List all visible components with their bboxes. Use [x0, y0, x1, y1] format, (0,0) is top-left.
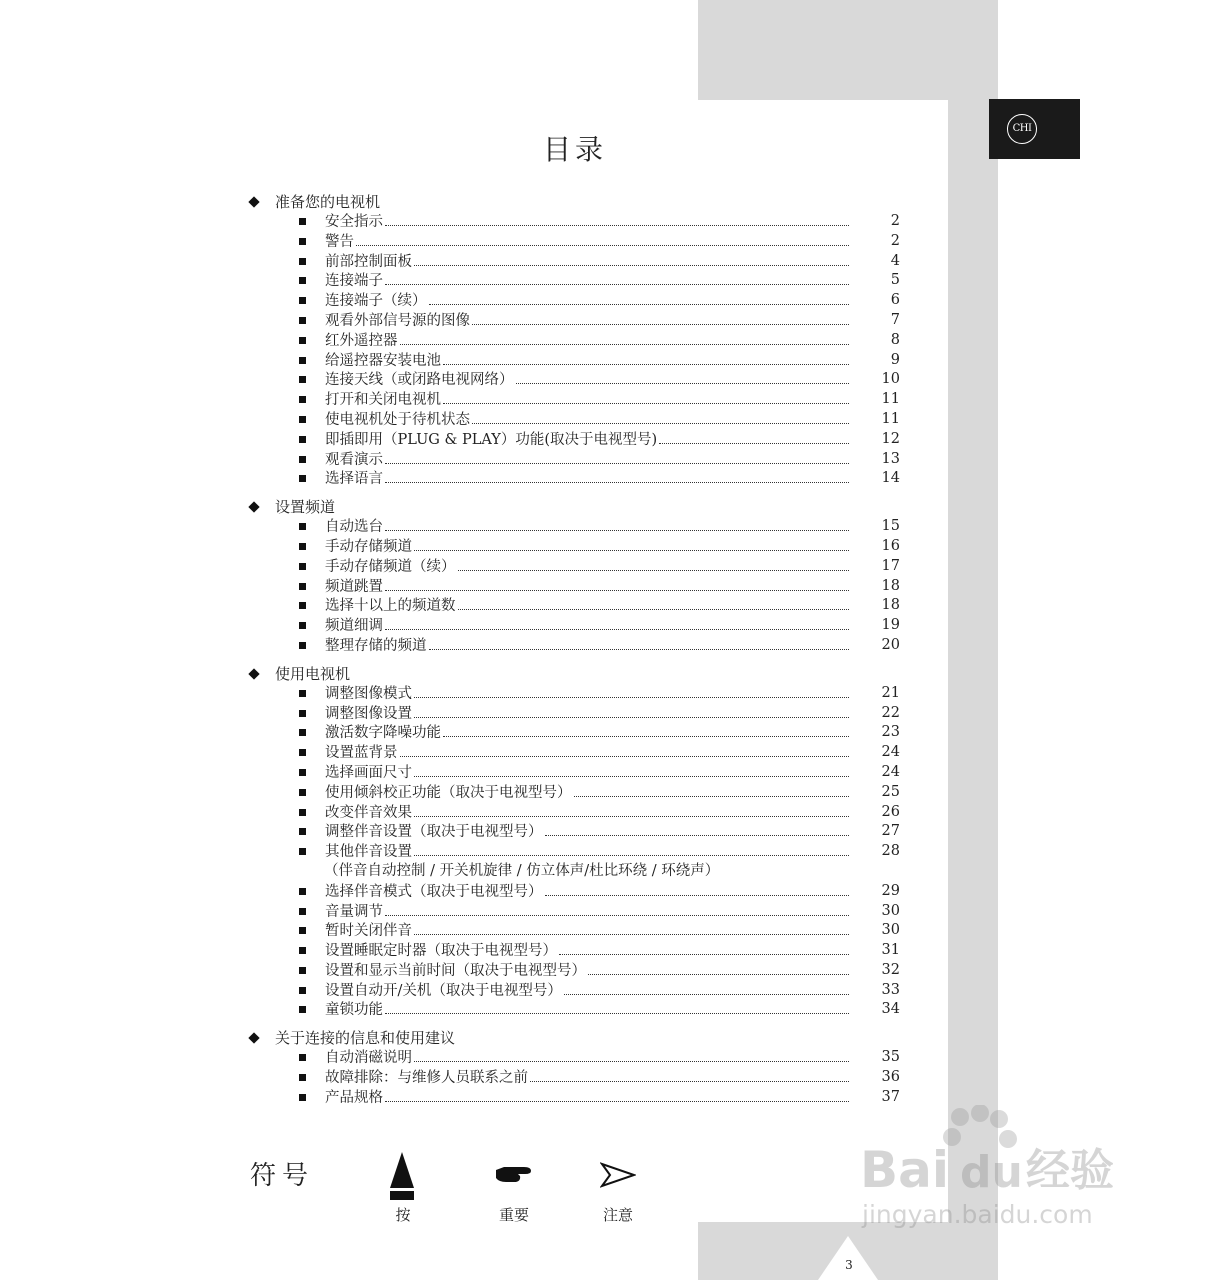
dot-leader — [429, 636, 850, 650]
toc-page-number: 13 — [881, 450, 900, 467]
toc-entry-note: （伴音自动控制 / 开关机旋律 / 仿立体声/杜比环绕 / 环绕声） — [324, 862, 720, 879]
important-symbol-label: 重要 — [498, 1206, 529, 1224]
dot-leader — [414, 842, 849, 856]
dot-leader — [385, 469, 849, 483]
dot-leader — [414, 537, 849, 551]
toc-entry — [248, 1000, 908, 1020]
toc-entry-text: 自动选台 — [325, 519, 383, 536]
toc-entry — [248, 803, 908, 823]
toc-page-number: 21 — [881, 684, 900, 701]
dot-leader — [564, 981, 849, 995]
toc-page-number: 29 — [881, 882, 900, 899]
watermark-brand-2: du — [960, 1147, 1023, 1198]
toc-entry — [248, 1048, 908, 1068]
page-number: 3 — [845, 1258, 853, 1272]
dot-leader — [414, 921, 849, 935]
dot-leader — [472, 410, 849, 424]
dot-leader — [414, 252, 849, 266]
toc-page-number: 35 — [881, 1049, 900, 1066]
toc-page-number: 17 — [881, 557, 900, 574]
page-title: 目录 — [542, 133, 607, 166]
dot-leader — [458, 596, 850, 610]
toc-page-number: 24 — [881, 744, 900, 761]
toc-entry — [248, 704, 908, 724]
dot-leader — [400, 743, 850, 757]
toc-page-number: 7 — [890, 311, 900, 328]
dot-leader — [400, 331, 850, 345]
square-bullet-icon — [299, 789, 306, 796]
toc-entry — [248, 636, 908, 656]
dot-leader — [516, 370, 850, 384]
toc-entry-text: 连接天线（或闭路电视网络） — [325, 372, 514, 389]
dot-leader — [530, 1068, 849, 1082]
toc-entry-text: 连接端子 — [325, 273, 383, 290]
square-bullet-icon — [299, 475, 306, 482]
square-bullet-icon — [299, 317, 306, 324]
toc-entry-text: 选择伴音模式（取决于电视型号） — [325, 883, 543, 900]
square-bullet-icon — [299, 729, 306, 736]
square-bullet-icon — [299, 1006, 306, 1013]
diamond-bullet-icon — [248, 668, 259, 679]
symbols-label: 符号 — [250, 1161, 315, 1191]
dot-leader — [659, 430, 849, 444]
toc-entry-text: 频道细调 — [325, 618, 383, 635]
toc-page-number: 2 — [890, 232, 900, 249]
toc-page-number: 6 — [890, 292, 900, 309]
toc-entry — [248, 430, 908, 450]
toc-page-number: 28 — [881, 843, 900, 860]
toc-entry — [248, 271, 908, 291]
toc-page-number: 27 — [881, 823, 900, 840]
dot-leader — [414, 684, 849, 698]
toc-entry-text: 设置自动开/关机（取决于电视型号） — [325, 982, 562, 999]
square-bullet-icon — [299, 927, 306, 934]
square-bullet-icon — [299, 809, 306, 816]
square-bullet-icon — [299, 297, 306, 304]
diamond-bullet-icon — [248, 1033, 259, 1044]
toc-page-number: 20 — [881, 636, 900, 653]
toc-entry-text: 选择画面尺寸 — [325, 764, 412, 781]
square-bullet-icon — [299, 376, 306, 383]
toc-entry — [248, 596, 908, 616]
square-bullet-icon — [299, 828, 306, 835]
section-title-text: 设置频道 — [275, 498, 336, 517]
gray-band-side — [948, 0, 998, 1280]
square-bullet-icon — [299, 238, 306, 245]
toc-entry — [248, 783, 908, 803]
toc-entry-text: 音量调节 — [325, 903, 383, 920]
toc-section — [248, 497, 908, 656]
dot-leader — [385, 450, 849, 464]
square-bullet-icon — [299, 642, 306, 649]
toc-entry — [248, 370, 908, 390]
toc-page-number: 37 — [881, 1088, 900, 1105]
toc-entry-text: 设置蓝背景 — [325, 745, 398, 762]
toc-page-number: 33 — [881, 981, 900, 998]
language-tab — [989, 99, 1080, 159]
toc-page-number: 4 — [890, 252, 900, 269]
dot-leader — [385, 1000, 849, 1014]
toc-entry — [248, 351, 908, 371]
toc-entry — [248, 212, 908, 232]
diamond-bullet-icon — [248, 196, 259, 207]
dot-leader — [574, 783, 850, 797]
dot-leader — [443, 723, 849, 737]
square-bullet-icon — [299, 947, 306, 954]
toc-page-number: 19 — [881, 617, 900, 634]
toc-entry — [248, 1088, 908, 1108]
square-bullet-icon — [299, 690, 306, 697]
toc-entry — [248, 1068, 908, 1088]
toc-entry — [248, 842, 908, 862]
toc-entry — [248, 517, 908, 537]
toc-section — [248, 1028, 908, 1107]
section-title-text: 准备您的电视机 — [275, 193, 381, 211]
press-symbol-label: 按 — [395, 1206, 411, 1224]
toc-entry — [248, 822, 908, 842]
toc-page-number: 8 — [890, 331, 900, 348]
toc-entry-text: 连接端子（续） — [325, 293, 427, 310]
toc-entry-text: 警告 — [325, 233, 354, 250]
square-bullet-icon — [299, 908, 306, 915]
toc-entry — [248, 232, 908, 252]
arrow-note-icon — [600, 1162, 636, 1188]
square-bullet-icon — [299, 436, 306, 443]
dot-leader — [414, 704, 849, 718]
toc-page-number: 25 — [881, 783, 900, 800]
square-bullet-icon — [299, 337, 306, 344]
toc-entry-text: 频道跳置 — [325, 578, 383, 595]
square-bullet-icon — [299, 848, 306, 855]
toc-page-number: 14 — [881, 470, 900, 487]
toc-entry-text: 安全指示 — [325, 214, 383, 230]
dot-leader — [414, 1048, 849, 1062]
note-symbol-label: 注意 — [602, 1206, 633, 1224]
toc-entry-text: 观看外部信号源的图像 — [325, 312, 470, 329]
toc-page-number: 30 — [881, 902, 900, 919]
toc-page-number: 12 — [881, 430, 900, 447]
square-bullet-icon — [299, 563, 306, 570]
toc-page-number: 10 — [881, 371, 900, 388]
language-badge: CHI — [1007, 114, 1037, 144]
toc-page-number: 11 — [881, 391, 900, 408]
dot-leader — [443, 390, 849, 404]
toc-page-number: 18 — [881, 577, 900, 594]
toc-entry — [248, 557, 908, 577]
dot-leader — [545, 882, 850, 896]
toc-entry-text: 红外遥控器 — [325, 332, 398, 349]
toc-entry — [248, 291, 908, 311]
diamond-bullet-icon — [248, 501, 259, 512]
toc-entry — [248, 410, 908, 430]
toc-page-number: 34 — [881, 1001, 900, 1018]
square-bullet-icon — [299, 583, 306, 590]
square-bullet-icon — [299, 357, 306, 364]
toc-entry-text: 使用倾斜校正功能（取决于电视型号） — [325, 784, 572, 801]
toc-page-number: 9 — [890, 351, 900, 368]
toc-section-title — [248, 1028, 908, 1048]
toc-entry — [248, 723, 908, 743]
square-bullet-icon — [299, 622, 306, 629]
toc-section-title — [248, 192, 908, 212]
toc-entry — [248, 961, 908, 981]
toc-section-title — [248, 497, 908, 517]
toc-page-number: 36 — [881, 1069, 900, 1086]
toc-entry-text: 使电视机处于待机状态 — [325, 411, 470, 428]
toc-page-number: 22 — [881, 704, 900, 721]
toc-page-number: 15 — [881, 518, 900, 535]
section-title-text: 关于连接的信息和使用建议 — [275, 1029, 456, 1048]
toc-entry-text: 童锁功能 — [325, 1002, 383, 1019]
dot-leader — [385, 902, 849, 916]
toc-entry-text: 暂时关闭伴音 — [325, 923, 412, 940]
toc-entry — [248, 469, 908, 489]
toc-entry — [248, 252, 908, 272]
toc-section — [248, 192, 908, 489]
square-bullet-icon — [299, 1094, 306, 1101]
toc-entry — [248, 450, 908, 470]
toc-entry-text: 激活数字降噪功能 — [325, 725, 441, 742]
toc-entry-text: 打开和关闭电视机 — [325, 392, 441, 409]
square-bullet-icon — [299, 523, 306, 530]
toc-entry-text: 即插即用（PLUG & PLAY）功能(取决于电视型号) — [325, 431, 658, 448]
toc-entry — [248, 331, 908, 351]
toc-entry-text: 给遥控器安装电池 — [325, 352, 441, 369]
section-title-text: 使用电视机 — [275, 664, 351, 683]
toc-entry-text: 故障排除：与维修人员联系之前 — [325, 1070, 528, 1087]
table-of-contents — [248, 192, 908, 1116]
square-bullet-icon — [299, 416, 306, 423]
dot-leader — [545, 822, 850, 836]
toc-page-number: 23 — [881, 724, 900, 741]
square-bullet-icon — [299, 1074, 306, 1081]
square-bullet-icon — [299, 710, 306, 717]
toc-page-number: 18 — [881, 597, 900, 614]
toc-page-number: 30 — [881, 922, 900, 939]
dot-leader — [414, 803, 849, 817]
toc-entry — [248, 882, 908, 902]
square-bullet-icon — [299, 258, 306, 265]
dot-leader — [458, 557, 850, 571]
square-bullet-icon — [299, 987, 306, 994]
square-bullet-icon — [299, 277, 306, 284]
toc-entry — [248, 981, 908, 1001]
toc-page-number: 11 — [881, 410, 900, 427]
square-bullet-icon — [299, 967, 306, 974]
toc-page-number: 32 — [881, 961, 900, 978]
toc-entry — [248, 743, 908, 763]
toc-entry — [248, 537, 908, 557]
toc-entry-text: 手动存储频道（续） — [325, 558, 456, 575]
toc-page-number: 24 — [881, 763, 900, 780]
dot-leader — [385, 577, 849, 591]
toc-entry-text: 其他伴音设置 — [325, 844, 412, 861]
toc-entry — [248, 616, 908, 636]
dot-leader — [356, 232, 849, 246]
square-bullet-icon — [299, 769, 306, 776]
square-bullet-icon — [299, 456, 306, 463]
press-symbol-icon — [388, 1150, 416, 1202]
toc-entry-text: 产品规格 — [325, 1089, 383, 1106]
toc-entry-text: 改变伴音效果 — [325, 804, 412, 821]
watermark-brand-cn: 经验 — [1026, 1145, 1114, 1196]
watermark-logo — [858, 1105, 1138, 1235]
toc-entry-text: 设置睡眠定时器（取决于电视型号） — [325, 943, 557, 960]
pointing-hand-icon — [494, 1162, 534, 1186]
dot-leader — [385, 517, 849, 531]
dot-leader — [559, 941, 849, 955]
toc-page-number: 16 — [881, 537, 900, 554]
toc-entry-text: 调整图像模式 — [325, 685, 412, 702]
toc-entry — [248, 311, 908, 331]
dot-leader — [472, 311, 849, 325]
dot-leader — [414, 763, 849, 777]
toc-entry-text: 调整伴音设置（取决于电视型号） — [325, 824, 543, 841]
toc-entry-text: 前部控制面板 — [325, 253, 412, 270]
toc-section — [248, 664, 908, 1021]
toc-entry — [248, 390, 908, 410]
square-bullet-icon — [299, 602, 306, 609]
square-bullet-icon — [299, 888, 306, 895]
toc-entry-text: 自动消磁说明 — [325, 1050, 412, 1067]
toc-entry-text: 选择十以上的频道数 — [325, 598, 456, 615]
dot-leader — [385, 271, 849, 285]
dot-leader — [385, 212, 849, 226]
toc-entry — [248, 763, 908, 783]
toc-entry — [248, 921, 908, 941]
toc-page-number: 5 — [890, 272, 900, 289]
toc-page-number: 2 — [890, 213, 900, 229]
toc-entry-text: 手动存储频道 — [325, 538, 412, 555]
square-bullet-icon — [299, 1054, 306, 1061]
watermark-brand: Bai — [860, 1141, 949, 1199]
toc-entry-text: 选择语言 — [325, 471, 383, 488]
watermark-url: jingyan.baidu.com — [862, 1200, 1093, 1229]
square-bullet-icon — [299, 396, 306, 403]
square-bullet-icon — [299, 543, 306, 550]
toc-entry — [248, 684, 908, 704]
square-bullet-icon — [299, 218, 306, 225]
toc-section-title — [248, 664, 908, 684]
toc-entry — [248, 577, 908, 597]
toc-entry — [248, 902, 908, 922]
toc-entry-text: 调整图像设置 — [325, 705, 412, 722]
toc-entry-text: 设置和显示当前时间（取决于电视型号） — [325, 962, 586, 979]
dot-leader — [443, 351, 849, 365]
dot-leader — [429, 291, 850, 305]
square-bullet-icon — [299, 749, 306, 756]
dot-leader — [385, 1088, 849, 1102]
toc-entry — [248, 941, 908, 961]
toc-page-number: 26 — [881, 803, 900, 820]
toc-entry-text: 整理存储的频道 — [325, 637, 427, 654]
toc-entry-text: 观看演示 — [325, 451, 383, 468]
toc-page-number: 31 — [881, 942, 900, 959]
dot-leader — [588, 961, 849, 975]
dot-leader — [385, 616, 849, 630]
